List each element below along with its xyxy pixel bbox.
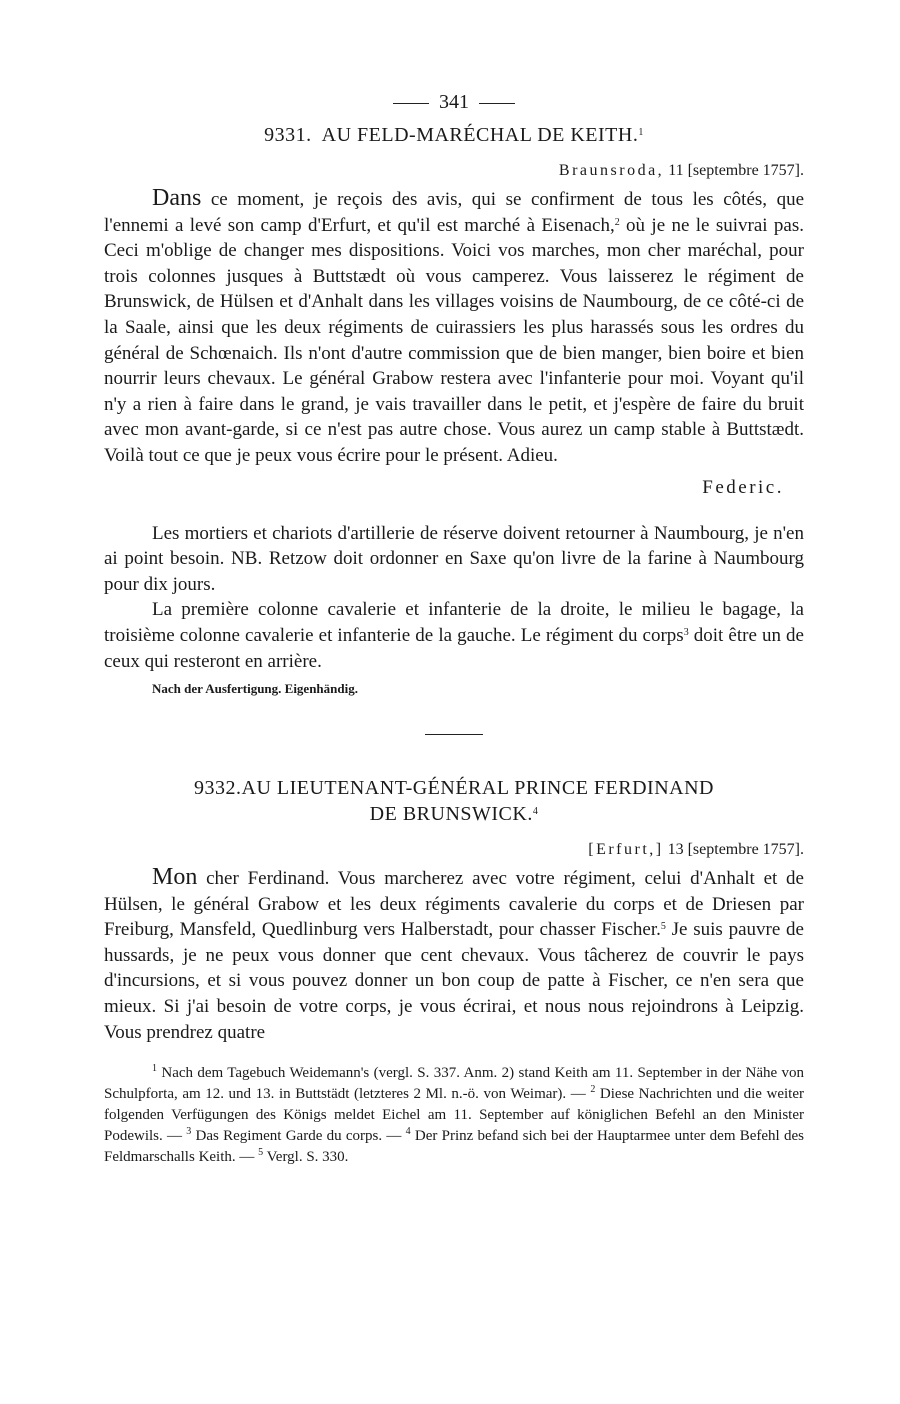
- page-number: 341: [439, 91, 469, 113]
- footnote-marker: 3: [186, 1126, 192, 1138]
- place: Braunsroda,: [558, 162, 665, 179]
- footnote-text: Das Regiment Garde du corps. —: [191, 1128, 406, 1145]
- footnote-ref: 3: [683, 626, 689, 638]
- paragraph: [104, 186, 804, 469]
- letter-number: 9331.: [264, 124, 312, 146]
- page-header: [104, 88, 804, 116]
- text-run: où je ne le suivrai pas. Ceci m'oblige de changer mes dispositions. Voici vos marches, mon cher maréchal, pour trois colonnes jusques à Buttstædt où vous camperez. Vous laisserez le régiment de Brunswick, de Hülsen et d'Anhalt dans les villages voisins de Naumbourg, de ce côté-ci de la Saale, ainsi que les deux régiments de cuirassiers les plus harassés sous les ordres du général de Schœnaich. Ils n'ont d'autre commission que de bien manger, bien boire et bien nourrir leurs chevaux. Le général Grabow restera avec l'infanterie pour moi. Voyant qu'il n'y a rien à faire dans le grand, je vais travailler dans le petit, et j'espère de faire du bruit avec mon avant-garde, si ce n'est pas autre chose. Vous aurez un camp stable à Buttstædt. Voilà tout ce que je peux vous écrire pour le présent. Adieu.: [104, 214, 804, 466]
- footnotes: [104, 1063, 804, 1168]
- header-rule-right: [479, 103, 515, 104]
- letter-heading: [104, 775, 804, 827]
- heading-line: [104, 775, 804, 801]
- footnote-ref: 2: [614, 216, 620, 228]
- header-rule-left: [393, 103, 429, 104]
- place: [Erfurt,]: [588, 841, 664, 859]
- footnote-ref: 1: [638, 127, 644, 138]
- section-divider: [425, 734, 483, 735]
- footnote-block: [104, 1063, 804, 1168]
- footnote-text: Vergl. S. 330.: [263, 1149, 349, 1166]
- footnote-text: Nach dem Tagebuch Weidemann's (vergl. S. 337. Anm. 2) stand Keith am 11. September in der Nähe von Schulpforta, am 12. und 13. in Buttstädt (letzteres 2 Ml. n.-ö. von Weimar). —: [104, 1065, 804, 1103]
- letter-heading: [104, 122, 804, 148]
- footnote-marker: 5: [258, 1147, 264, 1159]
- paragraph: [104, 597, 804, 674]
- letter-number: 9332.: [194, 777, 242, 800]
- letter-title-cont: DE BRUNSWICK.: [369, 803, 533, 826]
- footnote-text: Der Prinz befand sich bei der Hauptarmee unter dem Befehl des Feldmarschalls Keith. —: [104, 1128, 804, 1166]
- letter-body: [104, 865, 804, 1045]
- dateline: [104, 160, 804, 182]
- dateline: [104, 839, 804, 861]
- footnote-marker: 2: [590, 1084, 596, 1096]
- footnote-ref: 5: [660, 921, 666, 933]
- letter-body: [104, 186, 804, 469]
- letter-title: AU FELD-MARÉCHAL DE KEITH.: [321, 124, 639, 146]
- text-run: doit être un de ceux qui resteront en arrière.: [104, 624, 804, 672]
- date: 11 [septembre 1757].: [668, 162, 804, 179]
- text-run: cher Ferdinand. Vous marcherez avec votre régiment, celui d'Anhalt et de Hülsen, le général Grabow et les deux régiments cavalerie du corps et de Driesen par Freiburg, Mansfeld, Quedlinburg vers Halberstadt, pour chasser Fischer.: [104, 868, 804, 941]
- book-page: [104, 88, 804, 1168]
- text-run: La première colonne cavalerie et infanterie de la droite, le milieu le bagage, la troisième colonne cavalerie et infanterie de la gauche. Le régiment du corps: [104, 599, 804, 646]
- footnote-text: Diese Nachrichten und die weiter folgenden Verfügungen des Königs meldet Eichel am 11. September auf königlichen Befehl an den Minister Podewils. —: [104, 1086, 805, 1145]
- initial-word: Mon: [152, 864, 198, 891]
- heading-line: [104, 801, 804, 827]
- text-run: ce moment, je reçois des avis, qui se confirment de tous les côtés, que l'ennemi a levé son camp d'Erfurt, et qu'il est marché à Eisenach,: [104, 189, 804, 236]
- source-note: Nach der Ausfertigung. Eigenhändig.: [152, 681, 358, 697]
- date: 13 [septembre 1757].: [667, 841, 804, 859]
- signature: Federic.: [702, 476, 784, 498]
- paragraph: [104, 865, 804, 1045]
- footnote-ref: 4: [532, 806, 539, 818]
- footnote-marker: 1: [152, 1063, 157, 1075]
- letter-title: AU LIEUTENANT-GÉNÉRAL PRINCE FERDINAND: [241, 777, 714, 800]
- postscript: [104, 521, 804, 675]
- paragraph: Les mortiers et chariots d'artillerie de réserve doivent retourner à Naumbourg, je n'en ai point besoin. NB. Retzow doit ordonner en Saxe qu'on livre de la farine à Naumbourg pour dix jours.: [104, 522, 804, 595]
- text-run: Je suis pauvre de hussards, je ne peux vous donner que cent chevaux. Vous tâcherez de couvrir le pays d'incursions, et si vous pouvez donner un bon coup de patte à Fischer, ce n'en sera que mieux. Si j'ai besoin de votre corps, je vous écrirai, et nous nous rejoindrons à Leipzig. Vous prendrez quatre: [104, 919, 804, 1043]
- footnote-marker: 4: [405, 1126, 411, 1138]
- initial-word: Dans: [152, 185, 202, 211]
